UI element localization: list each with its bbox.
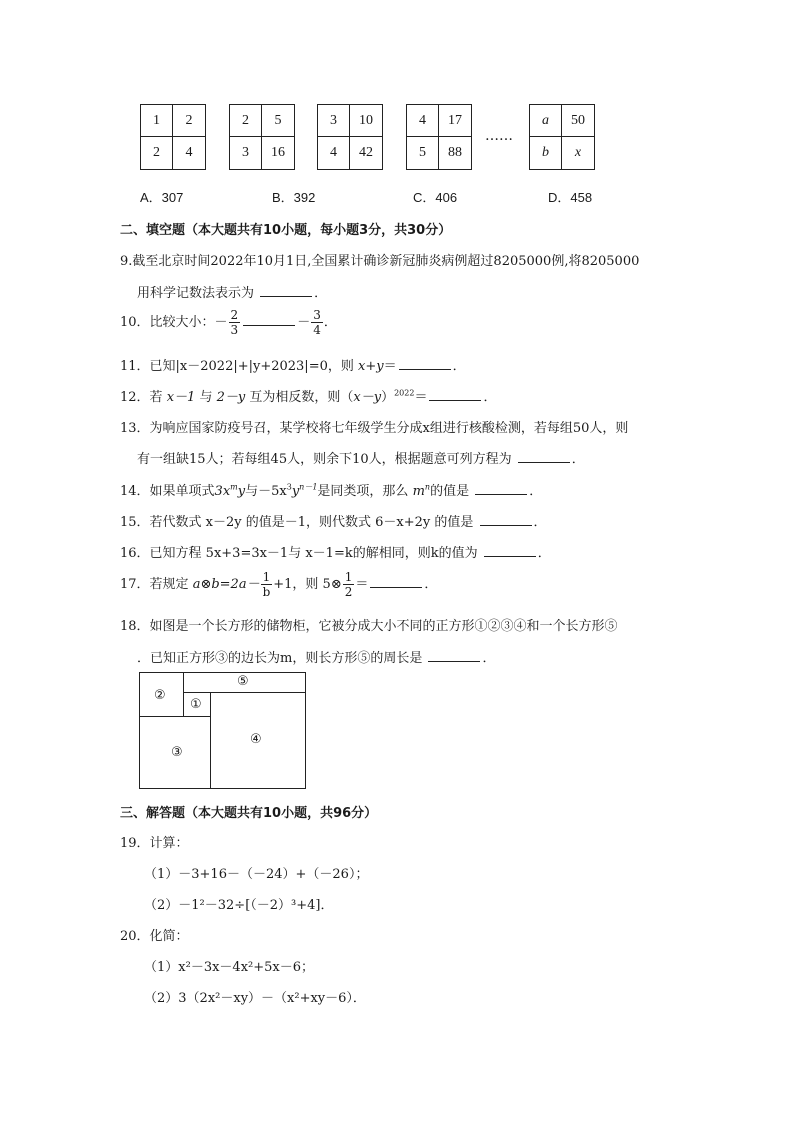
variable: x+y xyxy=(358,359,384,374)
equals: ＝ xyxy=(355,577,369,592)
text: 与 xyxy=(199,390,213,405)
grid-cell: 1 xyxy=(141,105,173,137)
period: ． xyxy=(323,315,337,330)
question-16 xyxy=(120,542,551,561)
variable: m xyxy=(412,484,425,499)
section-heading-answers: 三、解答题（本大题共有10小题，共96分） xyxy=(120,806,378,821)
question-12 xyxy=(120,386,496,405)
question-18-text: ．已知正方形③的边长为m，则长方形⑤的周长是 xyxy=(137,651,423,666)
period: ． xyxy=(424,577,438,592)
grid-cell: 2 xyxy=(173,105,205,137)
number-grid-3 xyxy=(317,104,383,170)
option-c: C．406 xyxy=(413,190,458,205)
question-11 xyxy=(120,355,466,374)
equals: ＝ xyxy=(414,390,428,405)
text: +1，则 5⊗ xyxy=(273,577,342,592)
period: ． xyxy=(482,651,496,666)
grid-cell: 10 xyxy=(350,105,382,137)
answer-blank[interactable] xyxy=(480,513,532,526)
grid-cell: a xyxy=(530,105,562,137)
numerator: 2 xyxy=(230,308,239,322)
expression: x－y xyxy=(353,390,382,405)
answer-blank[interactable] xyxy=(428,649,480,662)
numerator: 1 xyxy=(344,570,353,584)
period: ． xyxy=(314,286,328,301)
minus-sign: － xyxy=(297,315,311,330)
grid-cell: 4 xyxy=(407,105,439,137)
question-20-title: 20．化简： xyxy=(120,929,189,944)
grid-cell: 3 xyxy=(318,105,350,137)
number-grid-4 xyxy=(406,104,472,170)
answer-blank[interactable] xyxy=(260,284,312,297)
expression: x－1 xyxy=(166,390,196,405)
period: ． xyxy=(529,484,543,499)
grid-cell: 5 xyxy=(407,137,439,169)
question-20-part-1: （1）x²－3x－4x²+5x－6； xyxy=(144,960,314,975)
answer-blank[interactable] xyxy=(475,482,527,495)
option-a: A．307 xyxy=(140,190,184,205)
storage-cabinet-figure xyxy=(139,672,306,789)
question-18-line-1: 18．如图是一个长方形的储物柜，它被分成大小不同的正方形①②③④和一个长方形⑤ xyxy=(120,619,618,634)
grid-cell: 3 xyxy=(230,137,262,169)
answer-blank[interactable] xyxy=(243,313,295,326)
monomial: 3x xyxy=(214,484,231,499)
question-17 xyxy=(120,570,437,599)
section-heading-fill-in: 二、填空题（本大题共有10小题，每小题3分，共30分） xyxy=(120,223,452,238)
text: 是同类项，那么 xyxy=(317,484,409,499)
period: ． xyxy=(571,452,585,467)
question-14-prefix: 14．如果单项式 xyxy=(120,484,215,499)
option-d: D．458 xyxy=(548,190,593,205)
numerator: 1 xyxy=(261,570,273,585)
exponent: 2022 xyxy=(394,388,415,398)
question-13-text: 有一组缺15人；若每组45人，则余下10人，根据题意可列方程为 xyxy=(137,452,512,467)
grid-cell: 50 xyxy=(562,105,594,137)
answer-blank[interactable] xyxy=(429,388,481,401)
question-16-text: 16．已知方程 5x+3=3x－1与 x－1=k的解相同，则k的值为 xyxy=(120,546,478,561)
answer-blank[interactable] xyxy=(370,575,422,588)
exponent: n xyxy=(424,482,431,492)
question-20-part-2: （2）3（2x²－xy）－（x²+xy－6）． xyxy=(144,991,366,1006)
number-grid-2 xyxy=(229,104,295,170)
question-10-prefix: 10．比较大小：－ xyxy=(120,315,228,330)
number-grid-5 xyxy=(529,104,595,170)
grid-cell: 5 xyxy=(262,105,294,137)
question-12-prefix: 12．若 xyxy=(120,390,163,405)
question-9-text: 用科学记数法表示为 xyxy=(137,286,255,301)
question-13-line-1: 13．为响应国家防疫号召，某学校将七年级学生分成x组进行核酸检测，若每组50人，则 xyxy=(120,421,629,436)
monomial: y xyxy=(291,484,300,499)
equals: ＝ xyxy=(383,359,397,374)
monomial: y xyxy=(237,484,246,499)
definition: a⊗b=2a－ xyxy=(192,577,260,592)
question-17-prefix: 17．若规定 xyxy=(120,577,189,592)
answer-blank[interactable] xyxy=(399,357,451,370)
grid-cell: 42 xyxy=(359,145,373,160)
period: ． xyxy=(452,359,466,374)
grid-cell: 16 xyxy=(271,145,285,160)
grid-cell: 88 xyxy=(448,145,462,160)
question-19-title: 19．计算： xyxy=(120,836,189,851)
grid-cell: 4 xyxy=(318,137,350,169)
label-2: ② xyxy=(154,688,166,703)
period: ． xyxy=(483,390,497,405)
exponent: 3 xyxy=(286,482,292,492)
label-3: ③ xyxy=(171,745,183,760)
fraction xyxy=(261,570,273,599)
denominator: 4 xyxy=(313,323,321,337)
period: ． xyxy=(537,546,551,561)
question-11-prefix: 11．已知|x－2022|+|y+2023|=0，则 xyxy=(120,359,354,374)
question-9-line-2 xyxy=(137,282,327,301)
number-grid-1 xyxy=(140,104,206,170)
question-15 xyxy=(120,511,547,530)
question-19-part-2: （2）－1²－32÷[（－2）³+4]． xyxy=(144,898,334,913)
label-4: ④ xyxy=(250,732,262,747)
grid-cell: b xyxy=(530,137,562,169)
grid-cell: 2 xyxy=(230,105,262,137)
grid-cell: 2 xyxy=(141,137,173,169)
fraction xyxy=(311,308,323,337)
fraction xyxy=(343,570,355,599)
denominator: b xyxy=(262,585,271,599)
ellipsis: …… xyxy=(485,128,513,144)
monomial: 与－5x xyxy=(245,484,287,499)
exponent: m xyxy=(230,482,238,492)
text: 的值是 xyxy=(430,484,470,499)
exponent: n－1 xyxy=(299,482,318,492)
grid-cell: 4 xyxy=(185,145,193,160)
answer-blank[interactable] xyxy=(484,544,536,557)
numerator: 3 xyxy=(313,308,321,322)
question-10 xyxy=(120,308,337,337)
question-19-part-1: （1）－3+16－（－24）+（－26）； xyxy=(144,867,369,882)
text: 互为相反数，则（ xyxy=(249,390,354,405)
denominator: 2 xyxy=(344,585,353,599)
question-9-line-1: 9.截至北京时间2022年10月1日,全国累计确诊新冠肺炎病例超过8205000例,将8205000 xyxy=(120,254,640,269)
grid-cell: 17 xyxy=(439,105,471,137)
denominator: 3 xyxy=(230,323,239,337)
question-14 xyxy=(120,480,542,499)
fraction xyxy=(229,308,241,337)
question-18-line-2 xyxy=(137,647,495,666)
answer-blank[interactable] xyxy=(518,450,570,463)
question-15-text: 15．若代数式 x－2y 的值是－1，则代数式 6－x+2y 的值是 xyxy=(120,515,474,530)
option-b: B．392 xyxy=(272,190,316,205)
label-1: ① xyxy=(190,697,202,712)
period: ． xyxy=(533,515,547,530)
text: ） xyxy=(381,390,395,405)
expression: 2－y xyxy=(216,390,246,405)
grid-cell: x xyxy=(574,145,582,160)
question-13-line-2 xyxy=(137,448,585,467)
label-5: ⑤ xyxy=(237,674,249,689)
